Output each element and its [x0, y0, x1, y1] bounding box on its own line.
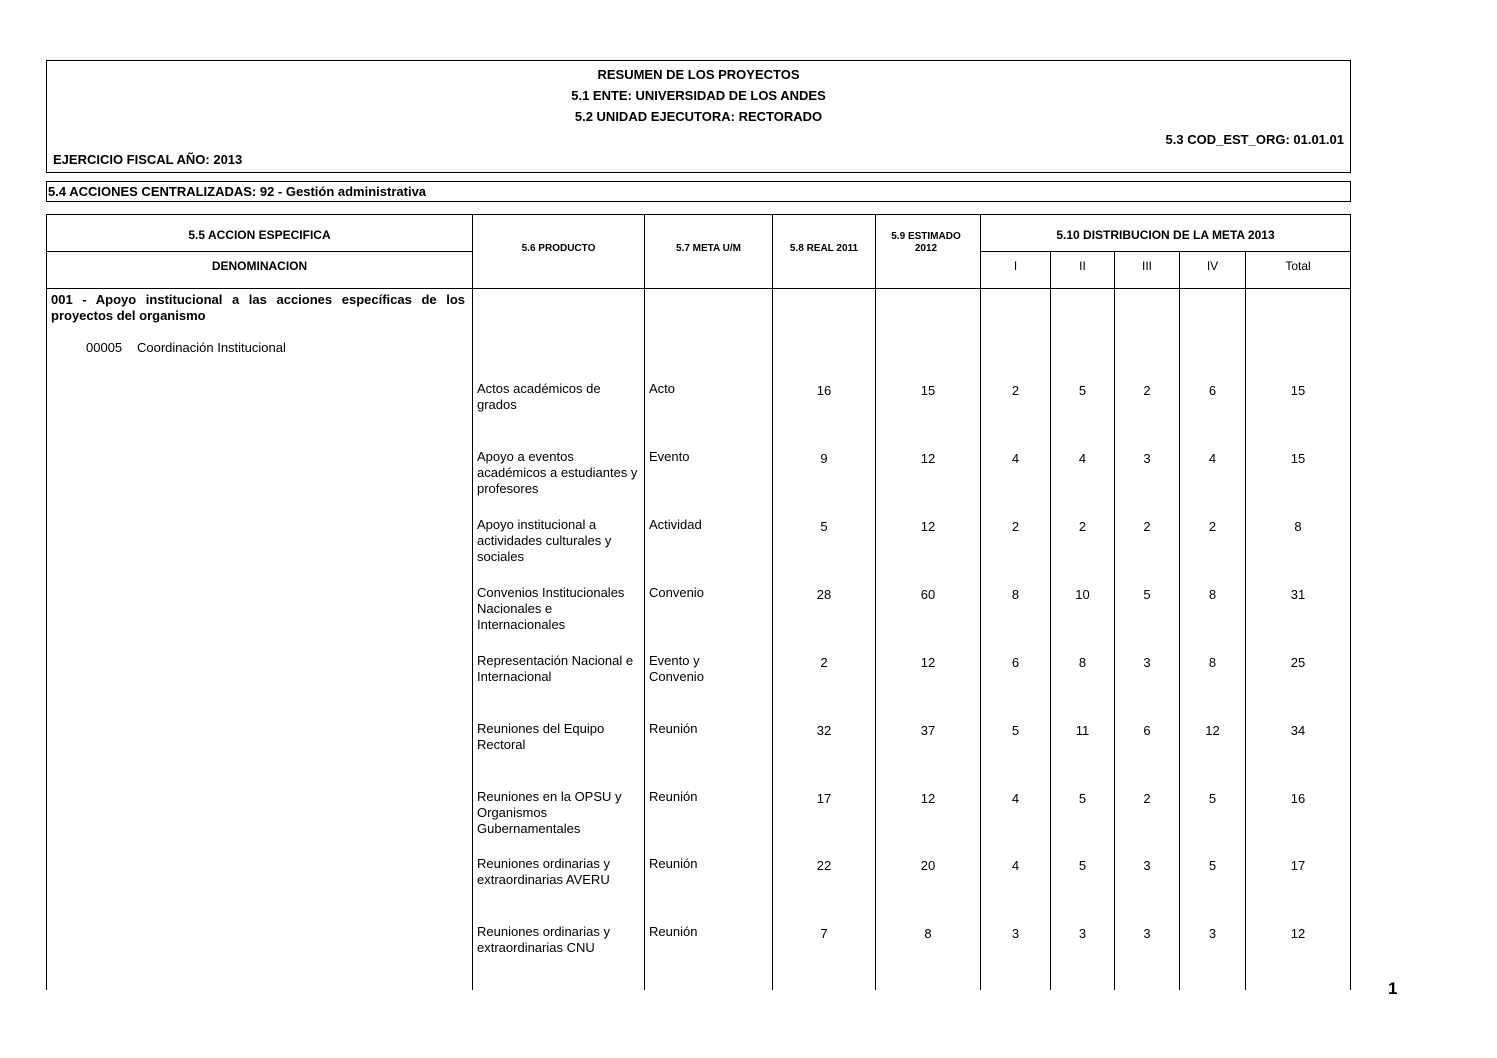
header-distribucion: 5.10 DISTRIBUCION DE LA META 2013: [1056, 228, 1275, 242]
header-bottom-border: [46, 288, 1351, 289]
q2-cell: 5: [1078, 383, 1087, 398]
q4-cell: 5: [1208, 858, 1217, 873]
estimado-cell: 15: [920, 383, 936, 398]
real-cell: 5: [820, 519, 828, 534]
q3-cell: 2: [1143, 383, 1151, 398]
q4-cell: 6: [1208, 383, 1217, 398]
estimado-cell: 12: [920, 791, 936, 806]
total-cell: 31: [1290, 587, 1306, 602]
q4-cell: 4: [1208, 451, 1217, 466]
q4-cell: 8: [1208, 587, 1217, 602]
q2-cell: 10: [1075, 587, 1090, 602]
real-cell: 16: [816, 383, 832, 398]
col-line-q3: [1114, 251, 1115, 990]
q3-cell: 6: [1143, 723, 1151, 738]
producto-cell: Representación Nacional e Internacional: [477, 653, 634, 684]
producto-cell: Reuniones del Equipo Rectoral: [477, 721, 605, 752]
distribucion-mid-border: [980, 251, 1351, 252]
meta-cell: Reunión: [649, 924, 698, 939]
producto-cell: Actos académicos de grados: [477, 381, 601, 412]
col-line-meta: [644, 214, 645, 990]
estimado-cell: 12: [920, 451, 936, 466]
real-cell: 9: [820, 451, 828, 466]
accion-code-label: Coordinación Institucional: [137, 340, 286, 355]
q2-cell: 11: [1075, 723, 1090, 738]
header-estimado: 5.9 ESTIMADO 2012: [891, 231, 961, 254]
estimado-cell: 12: [920, 519, 936, 534]
q1-cell: 4: [1011, 858, 1020, 873]
q1-cell: 4: [1011, 791, 1020, 806]
col-line-q2: [1050, 251, 1051, 990]
header-q2: II: [1079, 259, 1086, 273]
q3-cell: 3: [1143, 655, 1151, 670]
estimado-cell: 12: [920, 655, 936, 670]
q3-cell: 3: [1143, 858, 1151, 873]
q4-cell: 12: [1205, 723, 1220, 738]
header-denominacion: DENOMINACION: [211, 259, 308, 273]
header-q4: IV: [1206, 259, 1219, 273]
acciones-label: 5.4 ACCIONES CENTRALIZADAS: 92 - Gestión administrativa: [48, 184, 427, 199]
q3-cell: 3: [1143, 926, 1151, 941]
producto-cell: Apoyo a eventos académicos a estudiantes y profesores: [477, 449, 638, 496]
real-cell: 28: [816, 587, 832, 602]
table-top-border: [46, 214, 1351, 215]
total-cell: 8: [1294, 519, 1302, 534]
estimado-cell: 20: [920, 858, 936, 873]
page-title: RESUMEN DE LOS PROYECTOS: [597, 67, 800, 82]
header-q3: III: [1141, 259, 1152, 273]
total-cell: 34: [1290, 723, 1306, 738]
accion-title: 001 - Apoyo institucional a las acciones específicas de los proyectos del organismo: [51, 292, 465, 323]
col-line-left: [46, 214, 47, 990]
q2-cell: 5: [1078, 791, 1087, 806]
q2-cell: 2: [1078, 519, 1087, 534]
producto-cell: Reuniones ordinarias y extraordinarias CNU: [477, 924, 610, 955]
col-line-q4: [1179, 251, 1180, 990]
producto-cell: Convenios Institucionales Nacionales e Internacionales: [477, 585, 625, 632]
meta-cell: Evento y Convenio: [649, 653, 704, 684]
q3-cell: 5: [1143, 587, 1151, 602]
total-cell: 15: [1290, 383, 1306, 398]
header-total: Total: [1285, 259, 1311, 273]
header-mid-border: [46, 251, 473, 252]
q1-cell: 5: [1011, 723, 1020, 738]
q2-cell: 4: [1078, 451, 1087, 466]
meta-cell: Convenio: [649, 585, 704, 600]
ejercicio-label: EJERCICIO FISCAL AÑO: 2013: [53, 152, 243, 167]
total-cell: 25: [1290, 655, 1306, 670]
q3-cell: 2: [1143, 791, 1151, 806]
real-cell: 7: [820, 926, 828, 941]
total-cell: 17: [1290, 858, 1306, 873]
q4-cell: 2: [1208, 519, 1217, 534]
estimado-cell: 60: [920, 587, 936, 602]
col-line-producto: [472, 214, 473, 990]
q1-cell: 8: [1011, 587, 1020, 602]
q1-cell: 4: [1011, 451, 1020, 466]
q1-cell: 2: [1011, 519, 1020, 534]
acciones-box: [46, 181, 1351, 202]
producto-cell: Reuniones en la OPSU y Organismos Gubernamentales: [477, 789, 622, 836]
q4-cell: 8: [1208, 655, 1217, 670]
header-accion-especifica: 5.5 ACCION ESPECIFICA: [188, 228, 331, 242]
meta-cell: Reunión: [649, 789, 698, 804]
total-cell: 16: [1290, 791, 1306, 806]
total-cell: 15: [1290, 451, 1306, 466]
producto-cell: Apoyo institucional a actividades culturales y sociales: [477, 517, 612, 564]
meta-cell: Evento: [649, 449, 690, 464]
q2-cell: 3: [1078, 926, 1087, 941]
meta-cell: Reunión: [649, 856, 698, 871]
header-producto: 5.6 PRODUCTO: [521, 243, 596, 254]
estimado-cell: 8: [924, 926, 932, 941]
col-line-right: [1350, 214, 1351, 990]
estimado-cell: 37: [920, 723, 936, 738]
meta-cell: Actividad: [649, 517, 702, 532]
q2-cell: 5: [1078, 858, 1087, 873]
q2-cell: 8: [1078, 655, 1087, 670]
total-cell: 12: [1290, 926, 1306, 941]
page-number: 1: [1388, 979, 1398, 998]
cod-est-org-label: 5.3 COD_EST_ORG: 01.01.01: [1165, 132, 1344, 147]
accion-code: 00005: [86, 340, 123, 355]
header-real: 5.8 REAL 2011: [789, 243, 859, 254]
meta-cell: Reunión: [649, 721, 698, 736]
q4-cell: 3: [1208, 926, 1217, 941]
header-meta: 5.7 META U/M: [675, 243, 741, 254]
real-cell: 32: [816, 723, 832, 738]
header-q1: I: [1013, 259, 1018, 273]
meta-cell: Acto: [649, 381, 676, 396]
header-box: [46, 60, 1351, 173]
q1-cell: 2: [1011, 383, 1020, 398]
q3-cell: 3: [1143, 451, 1151, 466]
q1-cell: 6: [1011, 655, 1020, 670]
unidad-label: 5.2 UNIDAD EJECUTORA: RECTORADO: [574, 109, 823, 124]
real-cell: 17: [816, 791, 832, 806]
q3-cell: 2: [1143, 519, 1151, 534]
real-cell: 22: [816, 858, 832, 873]
q1-cell: 3: [1011, 926, 1020, 941]
real-cell: 2: [820, 655, 828, 670]
producto-cell: Reuniones ordinarias y extraordinarias AVERU: [477, 856, 610, 887]
q4-cell: 5: [1208, 791, 1217, 806]
ente-label: 5.1 ENTE: UNIVERSIDAD DE LOS ANDES: [571, 88, 826, 103]
col-line-total: [1245, 251, 1246, 990]
